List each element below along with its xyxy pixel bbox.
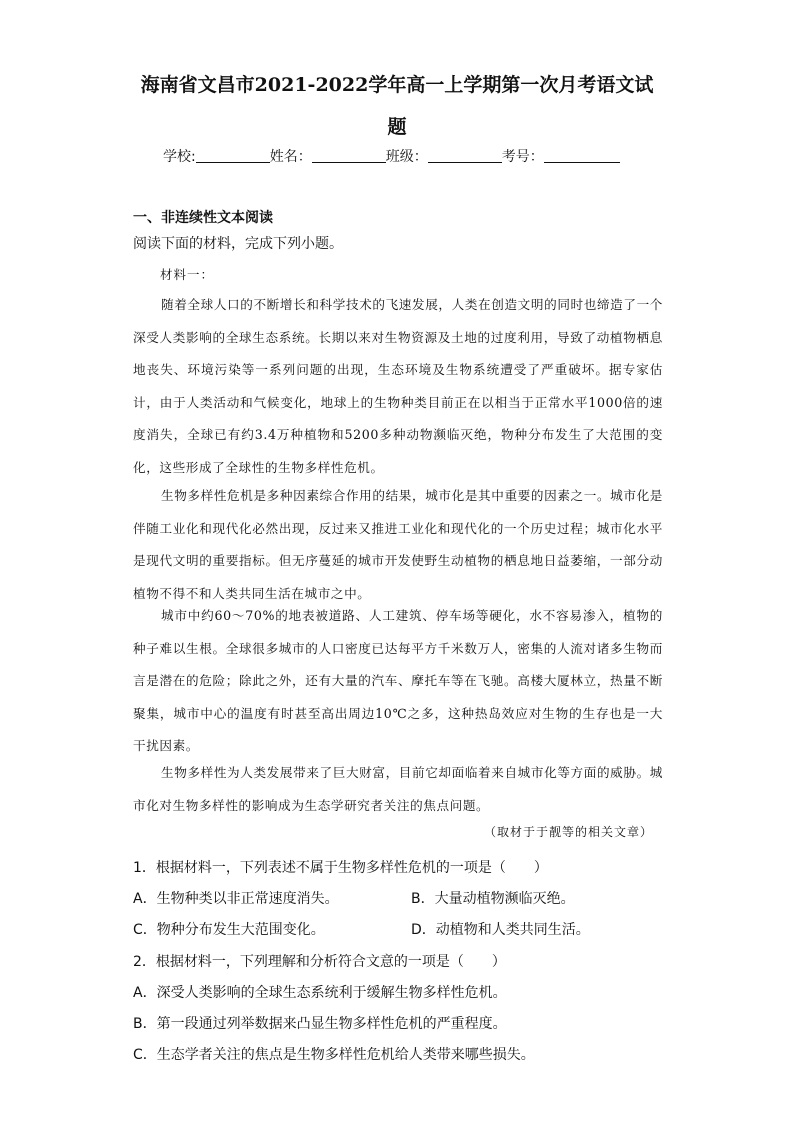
school-label: 学校: — [163, 149, 196, 165]
source-note: （取材于于靓等的相关文章） — [484, 825, 654, 839]
q1-option-a[interactable]: A．生物种类以非正常速度消失。 — [133, 891, 339, 907]
student-info-row — [163, 146, 620, 166]
number-field[interactable] — [544, 148, 620, 163]
school-field[interactable] — [196, 148, 270, 163]
material-paragraph: 生物多样性为人类发展带来了巨大财富，目前它却面临着来自城市化等方面的威胁。城市化对生物多样性的影响成为生态学研究者关注的焦点问题。 — [133, 765, 663, 813]
name-field[interactable] — [312, 148, 386, 163]
material-paragraph: 生物多样性危机是多种因素综合作用的结果，城市化是其中重要的因素之一。城市化是伴随工业化和现代化必然出现，反过来又推进工业化和现代化的一个历史过程；城市化水平是现代文明的重要指标。但无序蔓延的城市开发使野生动植物的栖息地日益萎缩，一部分动植物不得不和人类共同生活在城市之中。 — [133, 488, 663, 601]
number-label: 考号： — [501, 149, 544, 165]
material-paragraph: 随着全球人口的不断增长和科学技术的飞速发展，人类在创造文明的同时也缔造了一个深受人类影响的全球生态系统。长期以来对生物资源及土地的过度利用，导致了动植物栖息地丧失、环境污染等一系列问题的出现，生态环境及生物系统遭受了严重破坏。据专家估计，由于人类活动和气候变化，地球上的生物种类目前正在以相当于正常水平1000倍的速度消失，全球已有约3.4万种植物和5200多种动物濒临灭绝，物种分布发生了大范围的变化，这些形成了全球性的生物多样性危机。 — [133, 297, 663, 475]
instruction-text: 阅读下面的材料，完成下列小题。 — [133, 236, 343, 252]
class-label: 班级： — [385, 149, 428, 165]
q1-option-c[interactable]: C．物种分布发生大范围变化。 — [133, 922, 325, 938]
material-label: 材料一： — [160, 267, 215, 282]
section-heading: 一、非连续性文本阅读 — [133, 210, 273, 226]
q2-option-a[interactable]: A．深受人类影响的全球生态系统利于缓解生物多样性危机。 — [133, 985, 507, 1001]
exam-title-line1: 海南省文昌市2021-2022学年高一上学期第一次月考语文试 — [140, 74, 654, 96]
name-label: 姓名： — [269, 149, 312, 165]
q2-option-b[interactable]: B．第一段通过列举数据来凸显生物多样性危机的严重程度。 — [133, 1016, 507, 1032]
question-1-stem: 1．根据材料一，下列表述不属于生物多样性危机的一项是（ ） — [133, 860, 548, 876]
q1-option-b[interactable]: B．大量动植物濒临灭绝。 — [411, 891, 575, 907]
exam-title-line2: 题 — [387, 116, 407, 138]
class-field[interactable] — [428, 148, 502, 163]
question-2-stem: 2．根据材料一，下列理解和分析符合文意的一项是（ ） — [133, 954, 506, 970]
q2-option-c[interactable]: C．生态学者关注的焦点是生物多样性危机给人类带来哪些损失。 — [133, 1047, 535, 1063]
q1-option-d[interactable]: D．动植物和人类共同生活。 — [411, 922, 590, 938]
material-paragraph: 城市中约60～70%的地表被道路、人工建筑、停车场等硬化，水不容易渗入，植物的种子难以生根。全球很多城市的人口密度已达每平方千米数万人，密集的人流对诸多生物而言是潜在的危险；除此之外，还有大量的汽车、摩托车等在飞驰。高楼大厦林立，热量不断聚集，城市中心的温度有时甚至高出周边10℃之多，这种热岛效应对生物的生存也是一大干扰因素。 — [133, 608, 663, 753]
